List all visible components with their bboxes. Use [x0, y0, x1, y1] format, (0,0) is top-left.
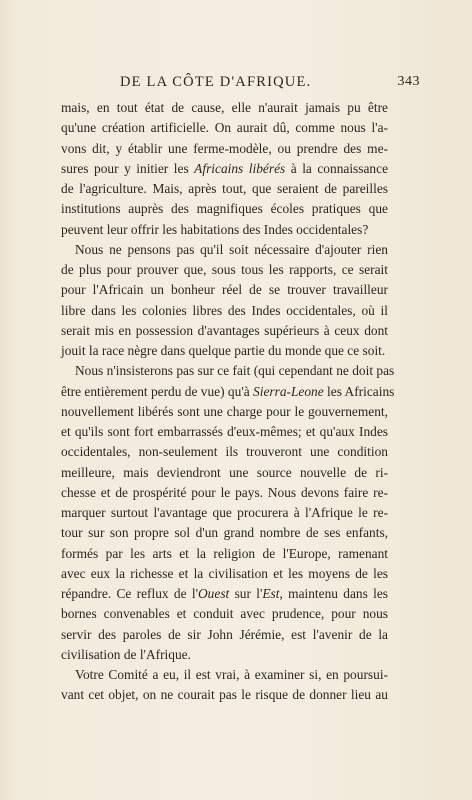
text-line: tour sur son propre sol d'un grand nombre de ses enfants,	[61, 525, 388, 541]
text-line: pour l'Africain un bonheur réel de se trouver travailleur	[61, 282, 388, 298]
text-line: et qu'ils sont fort embarrassés d'eux-mêmes; et qu'aux Indes	[61, 424, 388, 439]
text-line: répandre. Ce reflux de l'Ouest sur l'Est, maintenu dans les	[61, 586, 388, 601]
page-number: 343	[397, 74, 420, 89]
text-line: Nous n'insisterons pas sur ce fait (qui cependant ne doit pas	[75, 363, 395, 379]
text-line: serait mis en possession d'avantages supérieurs à ceux dont	[61, 322, 388, 338]
body-text	[61, 98, 395, 706]
text-line: meilleure, mais deviendront une source nouvelle de ri-	[61, 464, 388, 480]
text-line: Votre Comité a eu, il est vrai, à examiner si, en poursui-	[75, 667, 388, 682]
text-line: formés par les arts et la religion de l'Europe, ramenant	[61, 545, 388, 561]
italic-direction: Ouest	[198, 586, 230, 601]
text-line: civilisation de l'Afrique.	[61, 646, 191, 662]
text-line: institutions auprès des magnifiques écoles pratiques que	[61, 201, 388, 217]
text-line: sures pour y initier les Africains libérés à la connaissance	[61, 160, 389, 176]
text-line: Nous ne pensons pas qu'il soit nécessaire d'ajouter rien	[75, 241, 388, 257]
text-line: de l'agriculture. Mais, après tout, que seraient de pareilles	[61, 181, 388, 196]
running-head	[90, 74, 420, 92]
text-line: bornes convenables et conduit avec prudence, pour nous	[61, 606, 388, 622]
text-line: jouit la race nègre dans quelque partie du monde que ce soit.	[61, 343, 386, 358]
text-line: être entièrement perdu de vue) qu'à Sierra-Leone les Africains	[61, 383, 395, 399]
italic-place: Sierra-Leone	[253, 383, 324, 399]
italic-direction: Est	[262, 586, 280, 601]
text-line: servir des paroles de sir John Jérémie, est l'avenir de la	[61, 626, 388, 642]
running-title: DE LA CÔTE D'AFRIQUE.	[120, 74, 312, 90]
text-line: vons dit, y établir une ferme-modèle, ou prendre des me-	[61, 140, 388, 156]
text-line: nouvellement libérés sont une charge pour le gouvernement,	[61, 403, 388, 419]
text-line: avec eux la richesse et la civilisation et les moyens de les	[61, 565, 388, 581]
text-line: chesse et de prospérité pour le pays. Nous devons faire re-	[61, 484, 388, 500]
text-line: marquer surtout l'avantage que procurera à l'Afrique le re-	[61, 505, 388, 520]
text-line: de plus pour prouver que, sous tous les rapports, ce serait	[61, 262, 388, 277]
text-line: mais, en tout état de cause, elle n'aurait jamais pu être	[61, 100, 388, 115]
text-line: peuvent leur offrir les habitations des Indes occidentales?	[61, 221, 369, 237]
italic-term: Africains libérés	[194, 160, 286, 176]
text-line: occidentales, non-seulement ils trouveront une condition	[61, 444, 388, 460]
text-line: libre dans les colonies libres des Indes occidentales, où il	[61, 302, 388, 318]
text-line: vant cet objet, on ne courait pas le risque de donner lieu au	[61, 687, 388, 703]
text-line: qu'une création artificielle. On aurait dû, comme nous l'a-	[61, 120, 388, 136]
